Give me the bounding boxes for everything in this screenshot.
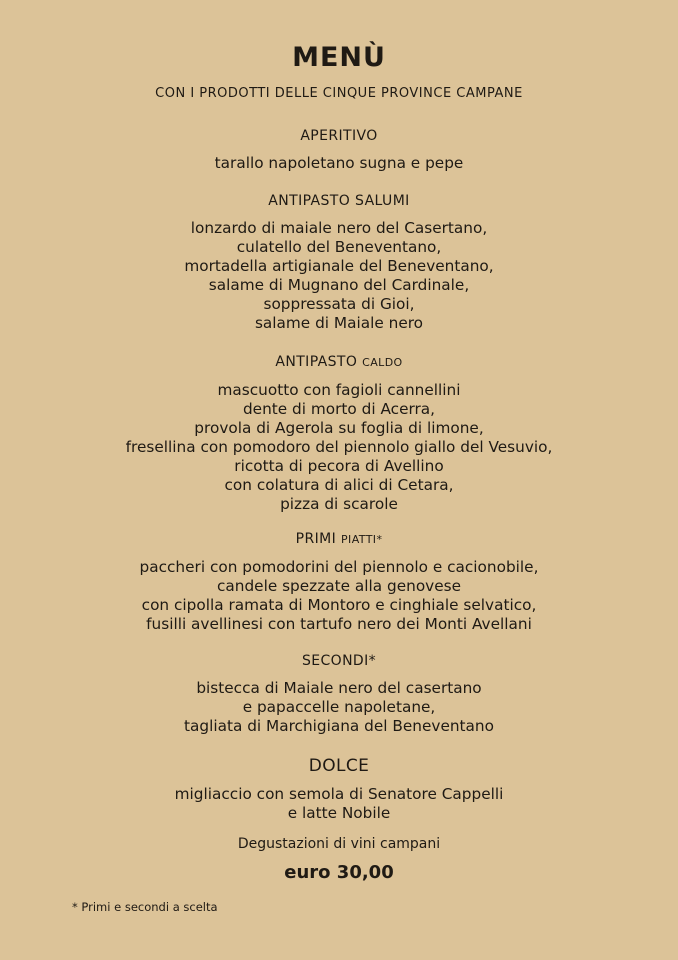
section-aperitivo bbox=[0, 127, 678, 173]
menu-item: con cipolla ramata di Montoro e cinghiale selvatico, bbox=[141, 596, 537, 614]
section-heading bbox=[0, 652, 678, 670]
menu-item: con colatura di alici di Cetara, bbox=[224, 476, 454, 494]
menu-item: dente di morto di Acerra, bbox=[242, 400, 436, 418]
section-heading bbox=[0, 127, 678, 145]
menu-subtitle: CON I PRODOTTI DELLE CINQUE PROVINCE CAMPANE bbox=[155, 86, 523, 101]
menu-item: bistecca di Maiale nero del casertano bbox=[196, 679, 482, 697]
section-heading-text: PRIMI bbox=[295, 531, 337, 547]
section-items bbox=[0, 558, 678, 634]
section-heading bbox=[0, 530, 678, 549]
section-heading bbox=[0, 353, 678, 372]
menu-item: culatello del Beneventano, bbox=[236, 238, 442, 256]
menu-item: salame di Mugnano del Cardinale, bbox=[208, 276, 470, 294]
menu-item: migliaccio con semola di Senatore Cappelli bbox=[174, 785, 504, 803]
menu-item: provola di Agerola su foglia di limone, bbox=[194, 419, 484, 437]
section-items bbox=[0, 154, 678, 173]
menu-item: mortadella artigianale del Beneventano, bbox=[184, 257, 494, 275]
menu-item: soppressata di Gioi, bbox=[263, 295, 415, 313]
section-items bbox=[0, 219, 678, 333]
menu-price: euro 30,00 bbox=[284, 862, 394, 883]
menu-item: candele spezzate alla genovese bbox=[216, 577, 462, 595]
section-antipasto-salumi bbox=[0, 192, 678, 333]
section-heading-text: SECONDI* bbox=[301, 653, 377, 669]
menu-item: salame di Maiale nero bbox=[254, 314, 424, 332]
section-primi-piatti bbox=[0, 530, 678, 634]
section-heading-text: DOLCE bbox=[308, 756, 370, 776]
menu-item: paccheri con pomodorini del piennolo e cacionobile, bbox=[139, 558, 539, 576]
wine-tasting-note: Degustazioni di vini campani bbox=[237, 836, 441, 852]
section-heading-text: APERITIVO bbox=[300, 128, 378, 144]
footnote: * Primi e secondi a scelta bbox=[72, 900, 218, 914]
section-heading-subtext: CALDO bbox=[362, 356, 403, 369]
menu-item: fresellina con pomodoro del piennolo giallo del Vesuvio, bbox=[125, 438, 553, 456]
menu-item: pizza di scarole bbox=[280, 495, 398, 513]
menu-item: tarallo napoletano sugna e pepe bbox=[214, 154, 464, 172]
menu-item: tagliata di Marchigiana del Beneventano bbox=[184, 717, 494, 735]
section-heading bbox=[0, 192, 678, 210]
section-items bbox=[0, 679, 678, 736]
section-items bbox=[0, 785, 678, 823]
section-items bbox=[0, 381, 678, 514]
menu-item: ricotta di pecora di Avellino bbox=[234, 457, 444, 475]
section-heading-subtext: PIATTI* bbox=[341, 533, 383, 546]
section-secondi bbox=[0, 652, 678, 736]
section-heading-text: ANTIPASTO SALUMI bbox=[268, 193, 410, 209]
menu-item: fusilli avellinesi con tartufo nero dei Monti Avellani bbox=[146, 615, 532, 633]
section-heading-text: ANTIPASTO bbox=[275, 354, 358, 370]
menu-item: e papaccelle napoletane, bbox=[242, 698, 436, 716]
menu-item: lonzardo di maiale nero del Casertano, bbox=[190, 219, 488, 237]
section-antipasto-caldo bbox=[0, 353, 678, 514]
section-dolce bbox=[0, 756, 678, 823]
menu-title: MENÙ bbox=[292, 42, 386, 73]
menu-item: e latte Nobile bbox=[287, 804, 391, 822]
menu-item: mascuotto con fagioli cannellini bbox=[217, 381, 461, 399]
section-heading bbox=[0, 756, 678, 776]
